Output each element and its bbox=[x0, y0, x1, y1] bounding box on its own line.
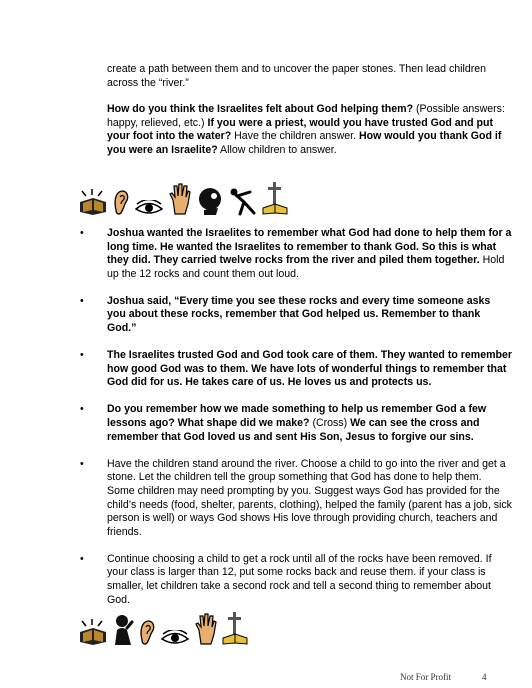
question-1: How do you think the Israelites felt about God helping them? bbox=[107, 103, 414, 115]
bullet-marker: • bbox=[80, 349, 84, 362]
discussion-paragraph bbox=[107, 103, 507, 157]
hand-icon bbox=[168, 182, 192, 216]
bullet-text: Do you remember how we made something to help us remember God a few lessons ago? What shape did we make? bbox=[107, 403, 487, 430]
answer-3: Allow children to answer. bbox=[217, 143, 337, 156]
bullet-marker: • bbox=[80, 457, 84, 470]
answer-1: (Possible answers: happy, relieved, etc.) bbox=[107, 103, 505, 129]
bullet-marker: • bbox=[80, 294, 84, 307]
bullet-marker: • bbox=[80, 403, 84, 416]
bible-icon bbox=[78, 188, 108, 216]
question-3: How would you thank God if you were an Israelite? bbox=[107, 130, 502, 156]
bullet-text: We can see the cross and remember that God loved us and sent His Son, Jesus to forgive our sins. bbox=[107, 417, 480, 443]
list-item bbox=[80, 295, 512, 336]
bullet-text: Continue choosing a child to get a rock until all of the rocks have been removed. If your class is larger than 12, put some rocks back and reuse them. if your class is smaller, let children take a second rock and tell a second thing to remember about God. bbox=[107, 552, 492, 606]
answer-2: Have the children answer. bbox=[231, 130, 359, 143]
cross-icon bbox=[222, 610, 248, 646]
page-number: 4 bbox=[482, 672, 487, 682]
ear-icon bbox=[112, 188, 130, 216]
bullet-instruction: Hold up the 12 rocks and count them out loud. bbox=[107, 254, 505, 280]
icon-row-bottom bbox=[78, 606, 248, 646]
eye-icon bbox=[160, 630, 190, 646]
bullet-text: The Israelites trusted God and God took care of them. They wanted to remember how good God was to them. We have lots of wonderful things to remember that God did for us. He takes care of us. He loves us and protects us. bbox=[107, 349, 512, 389]
bullet-marker: • bbox=[80, 552, 84, 565]
list-item bbox=[80, 227, 512, 281]
stretching-figure-icon bbox=[228, 186, 258, 216]
bullet-text: Joshua wanted the Israelites to remember what God had done to help them for a long time. He wanted the Israelites to remember to thank God. So this is what they did. They carried twelve rocks from the river and piled them together. bbox=[107, 227, 512, 267]
list-item bbox=[80, 403, 512, 444]
head-silhouette-icon bbox=[196, 186, 224, 216]
eye-icon bbox=[134, 200, 164, 216]
ear-icon bbox=[138, 618, 156, 646]
bullet-text: Joshua said, “Every time you see these rocks and every time someone asks you about these rocks, remember that God helped us. Remember to thank God.” bbox=[107, 294, 491, 335]
question-2: If you were a priest, would you have trusted God and put your foot into the water? bbox=[107, 116, 493, 143]
cross-icon bbox=[262, 180, 288, 216]
hand-icon bbox=[194, 612, 218, 646]
bible-icon bbox=[78, 618, 108, 646]
bullet-list bbox=[80, 227, 512, 621]
list-item bbox=[80, 458, 512, 540]
bullet-answer: (Cross) bbox=[309, 417, 351, 430]
bullet-marker: • bbox=[80, 227, 84, 239]
list-item bbox=[80, 553, 512, 607]
intro-paragraph bbox=[107, 63, 507, 90]
list-item bbox=[80, 349, 512, 390]
intro-text: create a path between them and to uncover the paper stones. Then lead children across the “river.” bbox=[107, 63, 487, 89]
bullet-text: Have the children stand around the river. Choose a child to go into the river and get a stone. Let the children tell the group something that God has done to help them. Some children may need prompting by you. Suggest ways God has provided for the child’s needs (food, shelter, parents, clothing), helped the family (parent has a job, sick person is well) or ways God shows His love through providing church, teachers and friends. bbox=[107, 457, 512, 538]
praying-child-icon bbox=[112, 614, 134, 646]
icon-row-top bbox=[78, 176, 288, 216]
footer-text: Not For Profit bbox=[400, 672, 452, 682]
